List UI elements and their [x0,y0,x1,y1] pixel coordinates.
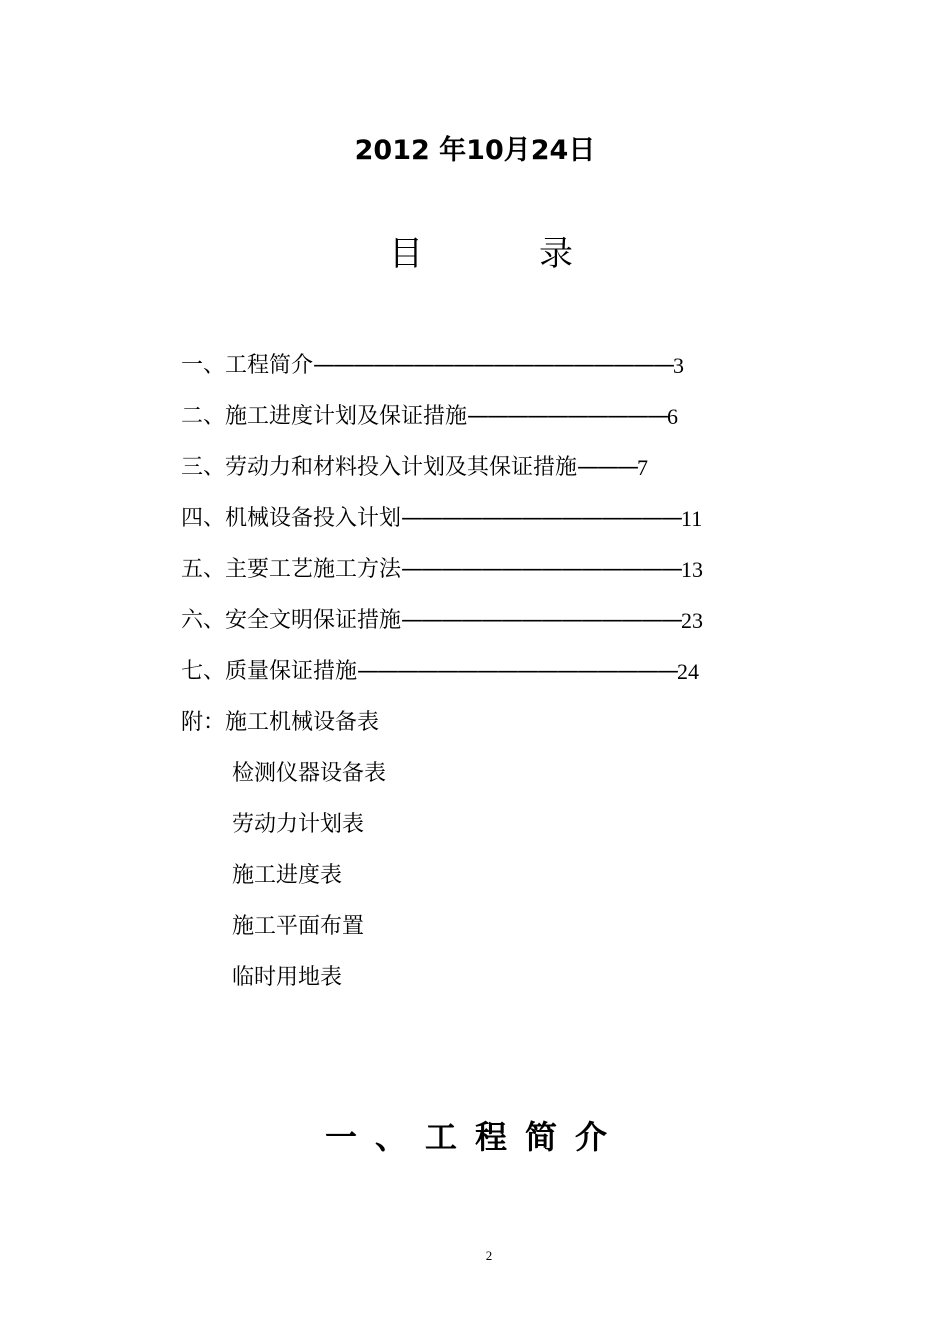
toc-entry[interactable] [181,544,781,595]
toc-title-char-1: 目 [389,234,423,274]
appendix-item[interactable]: 劳动力计划表 [232,812,365,837]
toc-entry[interactable] [181,595,781,646]
toc-entry-label: 六、安全文明保证措施 [181,608,402,633]
toc-entry-leader: —————————————————— [313,353,674,378]
toc-title [0,226,950,276]
toc-entry-leader: ———————————————— [357,659,678,684]
toc-entry-leader: —————————————— [401,557,682,582]
toc-entry-leader: ——— [577,455,638,480]
toc-entry-page: 7 [637,455,649,480]
appendix-heading[interactable]: 附：施工机械设备表 [181,710,380,735]
toc-entry-page: 13 [681,557,704,582]
toc-entry-label: 二、施工进度计划及保证措施 [181,404,468,429]
page-number: 2 [485,1248,493,1263]
toc-entry-leader: —————————— [467,404,668,429]
toc-entry-label: 一、工程简介 [181,353,314,378]
appendix-item[interactable]: 检测仪器设备表 [232,761,387,786]
toc-entry-leader: —————————————— [401,608,682,633]
toc-entry[interactable] [181,391,781,442]
toc-title-char-2: 录 [539,234,573,274]
appendix-item[interactable]: 施工平面布置 [232,914,365,939]
toc-entry-label: 七、质量保证措施 [181,659,358,684]
section-heading: 一、工程简介 [324,1118,625,1156]
toc-entry[interactable] [181,442,781,493]
toc-entry-label: 五、主要工艺施工方法 [181,557,402,582]
toc-entry-page: 6 [667,404,679,429]
toc-entry-page: 24 [677,659,700,684]
appendix-item[interactable]: 临时用地表 [232,965,343,990]
toc-entry-label: 三、劳动力和材料投入计划及其保证措施 [181,455,578,480]
document-date: 2012 年10月24日 [354,135,596,166]
toc-entry-label: 四、机械设备投入计划 [181,506,402,531]
appendix-item[interactable]: 施工进度表 [232,863,343,888]
toc-entry-page: 3 [673,353,685,378]
toc-entry[interactable] [181,340,781,391]
table-of-contents [181,340,781,697]
toc-entry[interactable] [181,493,781,544]
toc-entry-page: 11 [681,506,703,531]
toc-entry[interactable] [181,646,781,697]
toc-entry-leader: —————————————— [401,506,682,531]
toc-entry-page: 23 [681,608,704,633]
appendix-list [181,697,386,1003]
